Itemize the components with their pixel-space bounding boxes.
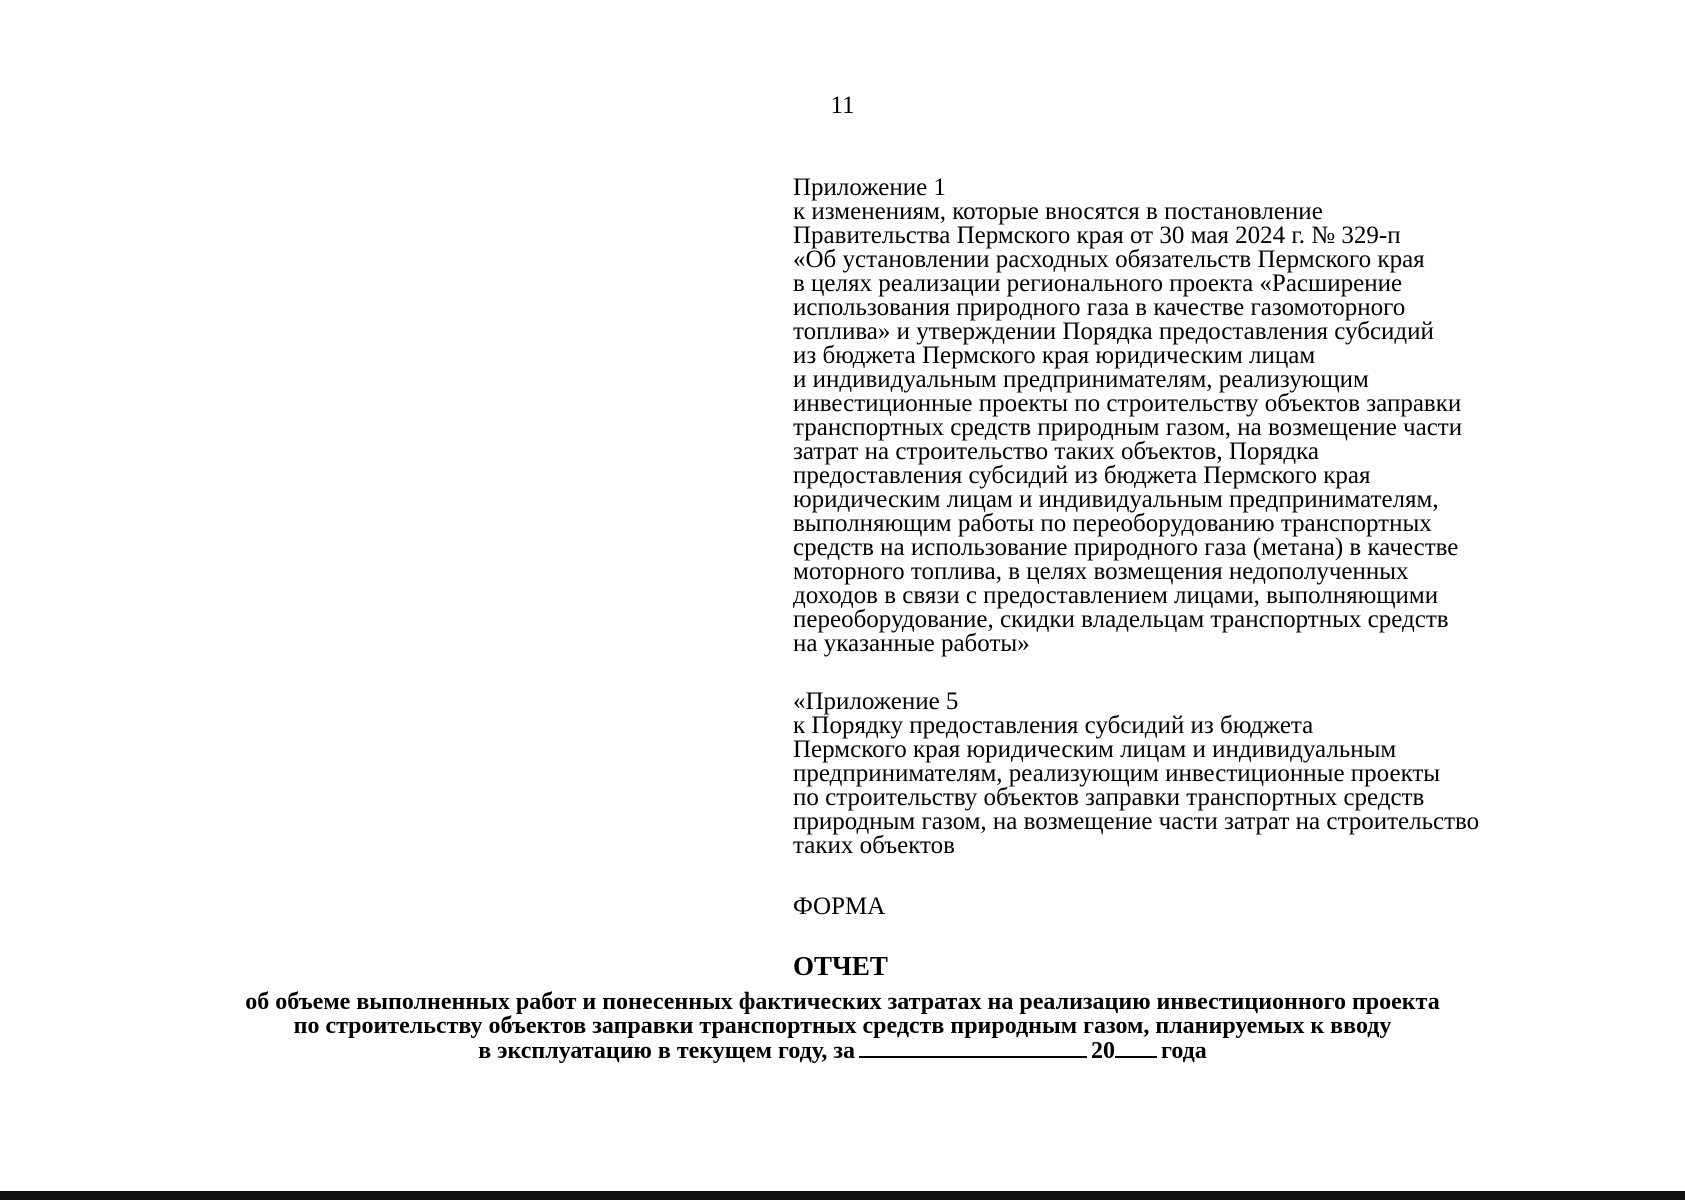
report-title: ОТЧЕТ bbox=[793, 951, 888, 981]
appendix-5-line: по строительству объектов заправки транспортных средств bbox=[793, 784, 1425, 811]
appendix-1-line: Правительства Пермского края от 30 мая 2024 г. № 329-п bbox=[793, 222, 1401, 249]
appendix-1-line: моторного топлива, в целях возмещения недополученных bbox=[793, 558, 1409, 585]
appendix-1-line: на указанные работы» bbox=[793, 630, 1030, 657]
appendix-1-line: выполняющим работы по переоборудованию транспортных bbox=[793, 510, 1432, 537]
appendix-1-line: средств на использование природного газа (метана) в качестве bbox=[793, 534, 1459, 561]
appendix-5-line: «Приложение 5 bbox=[793, 688, 959, 715]
appendix-5-line: таких объектов bbox=[793, 832, 955, 859]
appendix-1-line: доходов в связи с предоставлением лицами, выполняющими bbox=[793, 582, 1439, 609]
report-year-prefix: 20 bbox=[1091, 1038, 1116, 1064]
appendix-1-line: из бюджета Пермского края юридическим лицам bbox=[793, 342, 1316, 369]
form-label: ФОРМА bbox=[793, 893, 886, 920]
appendix-1-line: инвестиционные проекты по строительству объектов заправки bbox=[793, 390, 1462, 417]
scan-bottom-border bbox=[0, 1191, 1685, 1200]
report-subtitle-line-period bbox=[0, 1038, 1685, 1063]
appendix-1-line: к изменениям, которые вносятся в постановление bbox=[793, 198, 1323, 225]
report-subtitle-line: об объеме выполненных работ и понесенных фактических затратах на реализацию инвестиционного проекта bbox=[245, 989, 1440, 1015]
appendix-1-line: «Об установлении расходных обязательств Пермского края bbox=[793, 246, 1425, 273]
appendix-5-line: Пермского края юридическим лицам и индивидуальным bbox=[793, 736, 1397, 763]
appendix-5-line: к Порядку предоставления субсидий из бюджета bbox=[793, 712, 1314, 739]
report-year-suffix: года bbox=[1161, 1038, 1207, 1064]
appendix-5-header bbox=[793, 690, 1613, 858]
appendix-1-line: использования природного газа в качестве газомоторного bbox=[793, 294, 1406, 321]
appendix-1-line: в целях реализации регионального проекта «Расширение bbox=[793, 270, 1403, 297]
report-period-prefix: в эксплуатацию в текущем году, за bbox=[478, 1038, 856, 1064]
page-number: 11 bbox=[830, 92, 855, 119]
appendix-1-line: Приложение 1 bbox=[793, 174, 946, 201]
appendix-1-line: переоборудование, скидки владельцам транспортных средств bbox=[793, 606, 1449, 633]
appendix-1-line: транспортных средств природным газом, на возмещение части bbox=[793, 414, 1463, 441]
appendix-1-line: юридическим лицам и индивидуальным предпринимателям, bbox=[793, 486, 1439, 513]
appendix-1-line: затрат на строительство таких объектов, Порядка bbox=[793, 438, 1319, 465]
appendix-1-line: предоставления субсидий из бюджета Пермского края bbox=[793, 462, 1371, 489]
report-subtitle-line: по строительству объектов заправки транспортных средств природным газом, планируемых к вводу bbox=[293, 1013, 1392, 1039]
appendix-5-line: предпринимателям, реализующим инвестиционные проекты bbox=[793, 760, 1441, 787]
report-subtitle bbox=[0, 990, 1685, 1063]
appendix-5-line: природным газом, на возмещение части затрат на строительство bbox=[793, 808, 1480, 835]
appendix-1-line: и индивидуальным предпринимателям, реализующим bbox=[793, 366, 1369, 393]
appendix-1-line: топлива» и утверждении Порядка предоставления субсидий bbox=[793, 318, 1434, 345]
period-blank-field[interactable] bbox=[859, 1038, 1087, 1058]
year-blank-field[interactable] bbox=[1115, 1038, 1157, 1058]
appendix-1-header bbox=[793, 176, 1613, 656]
